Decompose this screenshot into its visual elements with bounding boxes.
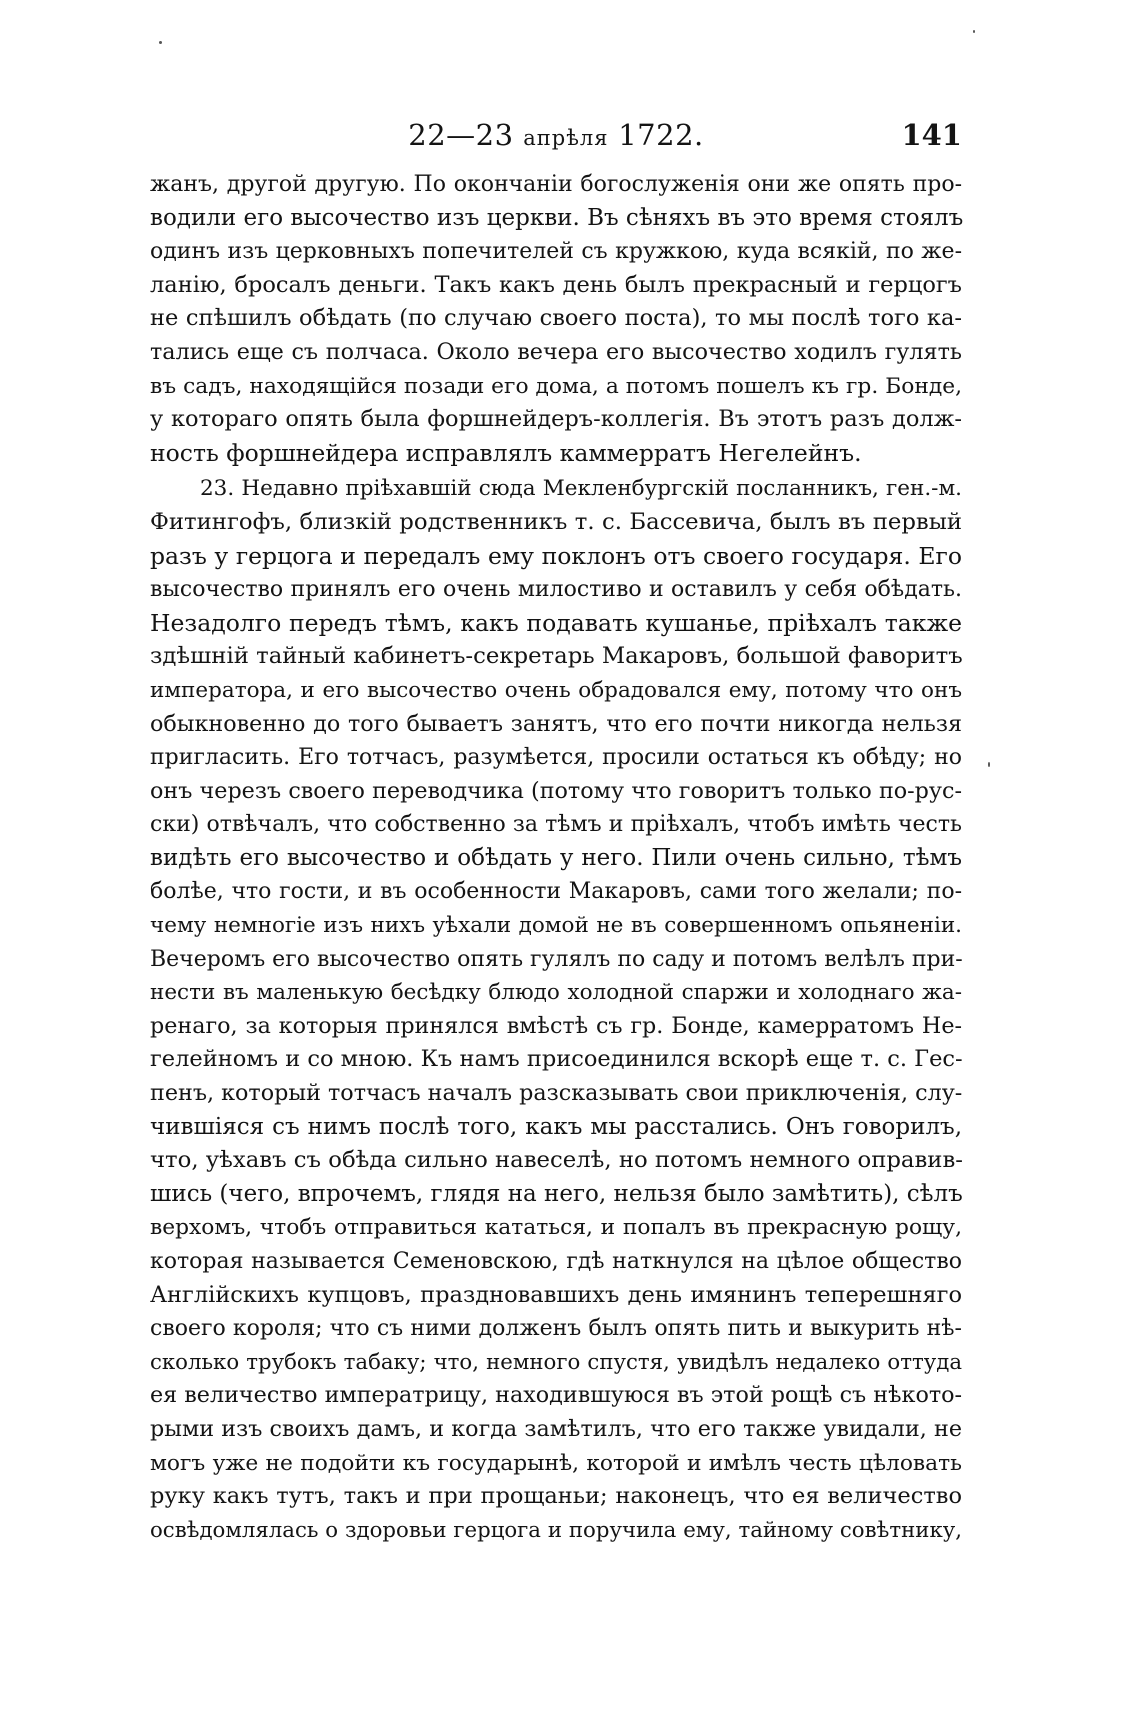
head-year: 1722. — [618, 118, 704, 152]
paragraph-end-line: ность форшнейдера исправлялъ каммерратъ Негелейнъ. — [150, 438, 862, 467]
print-speck — [988, 762, 990, 767]
text-line: которая называется Семеновскою, гдѣ наткнулся на цѣлое общество — [150, 1249, 962, 1274]
text-line: своего короля; что съ ними долженъ былъ опять пить и выкурить нѣ- — [150, 1316, 962, 1342]
text-line: ея величество императрицу, находившуюся въ этой рощѣ съ нѣкото- — [150, 1382, 963, 1409]
text-line: освѣдомлялась о здоровьи герцога и поручила ему, тайному совѣтнику, — [150, 1517, 962, 1543]
text-line: Вечеромъ его высочество опять гулялъ по саду и потомъ велѣлъ при- — [150, 946, 963, 972]
head-dates: 22—23 — [408, 118, 514, 152]
text-line: Англійскихъ купцовъ, праздновавшихъ день имянинъ теперешняго — [150, 1281, 962, 1308]
text-line: разъ у герцога и передалъ ему поклонъ отъ своего государя. Его — [150, 541, 962, 570]
print-speck — [159, 41, 162, 44]
text-line: верхомъ, чтобъ отправиться кататься, и попалъ въ прекрасную рощу, — [150, 1215, 962, 1241]
text-line: тались еще съ полчаса. Около вечера его высочество ходилъ гулять — [150, 338, 962, 365]
text-line: обыкновенно до того бываетъ занятъ, что его почти никогда нельзя — [150, 710, 962, 737]
text-line: что, уѣхавъ съ обѣда сильно навеселѣ, но потомъ немного оправив- — [150, 1147, 963, 1174]
text-line: видѣть его высочество и обѣдать у него. Пили очень сильно, тѣмъ — [150, 844, 962, 871]
text-line: у котораго опять была форшнейдеръ-коллегія. Въ этотъ разъ долж- — [150, 406, 962, 433]
paragraph-start-line: 23. Недавно пріѣхавшій сюда Мекленбургскій посланникъ, ген.-м. — [200, 476, 962, 502]
text-line: одинъ изъ церковныхъ попечителей съ кружкою, куда всякій, по же- — [150, 239, 962, 265]
text-line: рыми изъ своихъ дамъ, и когда замѣтилъ, что его также увидали, не — [150, 1415, 962, 1442]
text-line: Незадолго передъ тѣмъ, какъ подавать кушанье, пріѣхалъ также — [150, 608, 962, 637]
text-line: водили его высочество изъ церкви. Въ сѣняхъ въ это время стоялъ — [150, 204, 964, 231]
text-line: ренаго, за которыя принялся вмѣстѣ съ гр. Бонде, камерратомъ Не- — [150, 1012, 962, 1039]
text-line: здѣшній тайный кабинетъ-секретарь Макаровъ, большой фаворитъ — [150, 643, 963, 670]
print-speck — [973, 30, 975, 33]
text-line: чему немногіе изъ нихъ уѣхали домой не въ совершенномъ опьяненіи. — [150, 913, 962, 939]
text-line: руку какъ тутъ, такъ и при прощаньи; наконецъ, что ея величество — [150, 1483, 962, 1510]
text-line: болѣе, что гости, и въ особенности Макаровъ, сами того желали; по- — [150, 879, 962, 905]
text-line: императора, и его высочество очень обрадовался ему, потому что онъ — [150, 677, 962, 703]
text-line: шись (чего, впрочемъ, глядя на него, нельзя было замѣтить), сѣлъ — [150, 1180, 963, 1207]
text-line: гелейномъ и со мною. Къ намъ присоединился вскорѣ еще т. с. Гес- — [150, 1046, 963, 1073]
text-line: Фитингофъ, близкій родственникъ т. с. Бассевича, былъ въ первый — [150, 508, 962, 535]
head-month: апрѣля — [523, 126, 609, 150]
text-line: высочество принялъ его очень милостиво и оставилъ у себя обѣдать. — [150, 577, 962, 603]
text-line: могъ уже не подойти къ государынѣ, которой и имѣлъ честь цѣловать — [150, 1450, 962, 1476]
text-line: жанъ, другой другую. По окончаніи богослуженія они же опять про- — [150, 172, 962, 197]
text-line: чившіяся съ нимъ послѣ того, какъ мы расстались. Онъ говорилъ, — [150, 1113, 962, 1140]
text-line: ски) отвѣчалъ, что собственно за тѣмъ и пріѣхалъ, чтобъ имѣть честь — [150, 812, 962, 838]
text-line: сколько трубокъ табаку; что, немного спустя, увидѣлъ недалеко оттуда — [150, 1349, 962, 1375]
running-head-title — [150, 115, 962, 158]
body-text — [150, 168, 962, 1547]
text-line: нести въ маленькую бесѣдку блюдо холодной спаржи и холоднаго жа- — [150, 980, 962, 1006]
text-line: не спѣшилъ обѣдать (по случаю своего поста), то мы послѣ того ка- — [150, 305, 962, 332]
text-line: пригласить. Его тотчасъ, разумѣется, просили остаться къ обѣду; но — [150, 745, 962, 771]
text-line: въ садъ, находящійся позади его дома, а потомъ пошелъ къ гр. Бонде, — [150, 373, 962, 399]
running-head — [150, 115, 962, 155]
text-line: пенъ, который тотчасъ началъ разсказывать свои приключенія, слу- — [150, 1080, 963, 1107]
page-number: 141 — [901, 118, 962, 152]
text-line: ланію, бросалъ деньги. Такъ какъ день былъ прекрасный и герцогъ — [150, 271, 962, 298]
text-line: онъ черезъ своего переводчика (потому что говоритъ только по-рус- — [150, 777, 962, 804]
